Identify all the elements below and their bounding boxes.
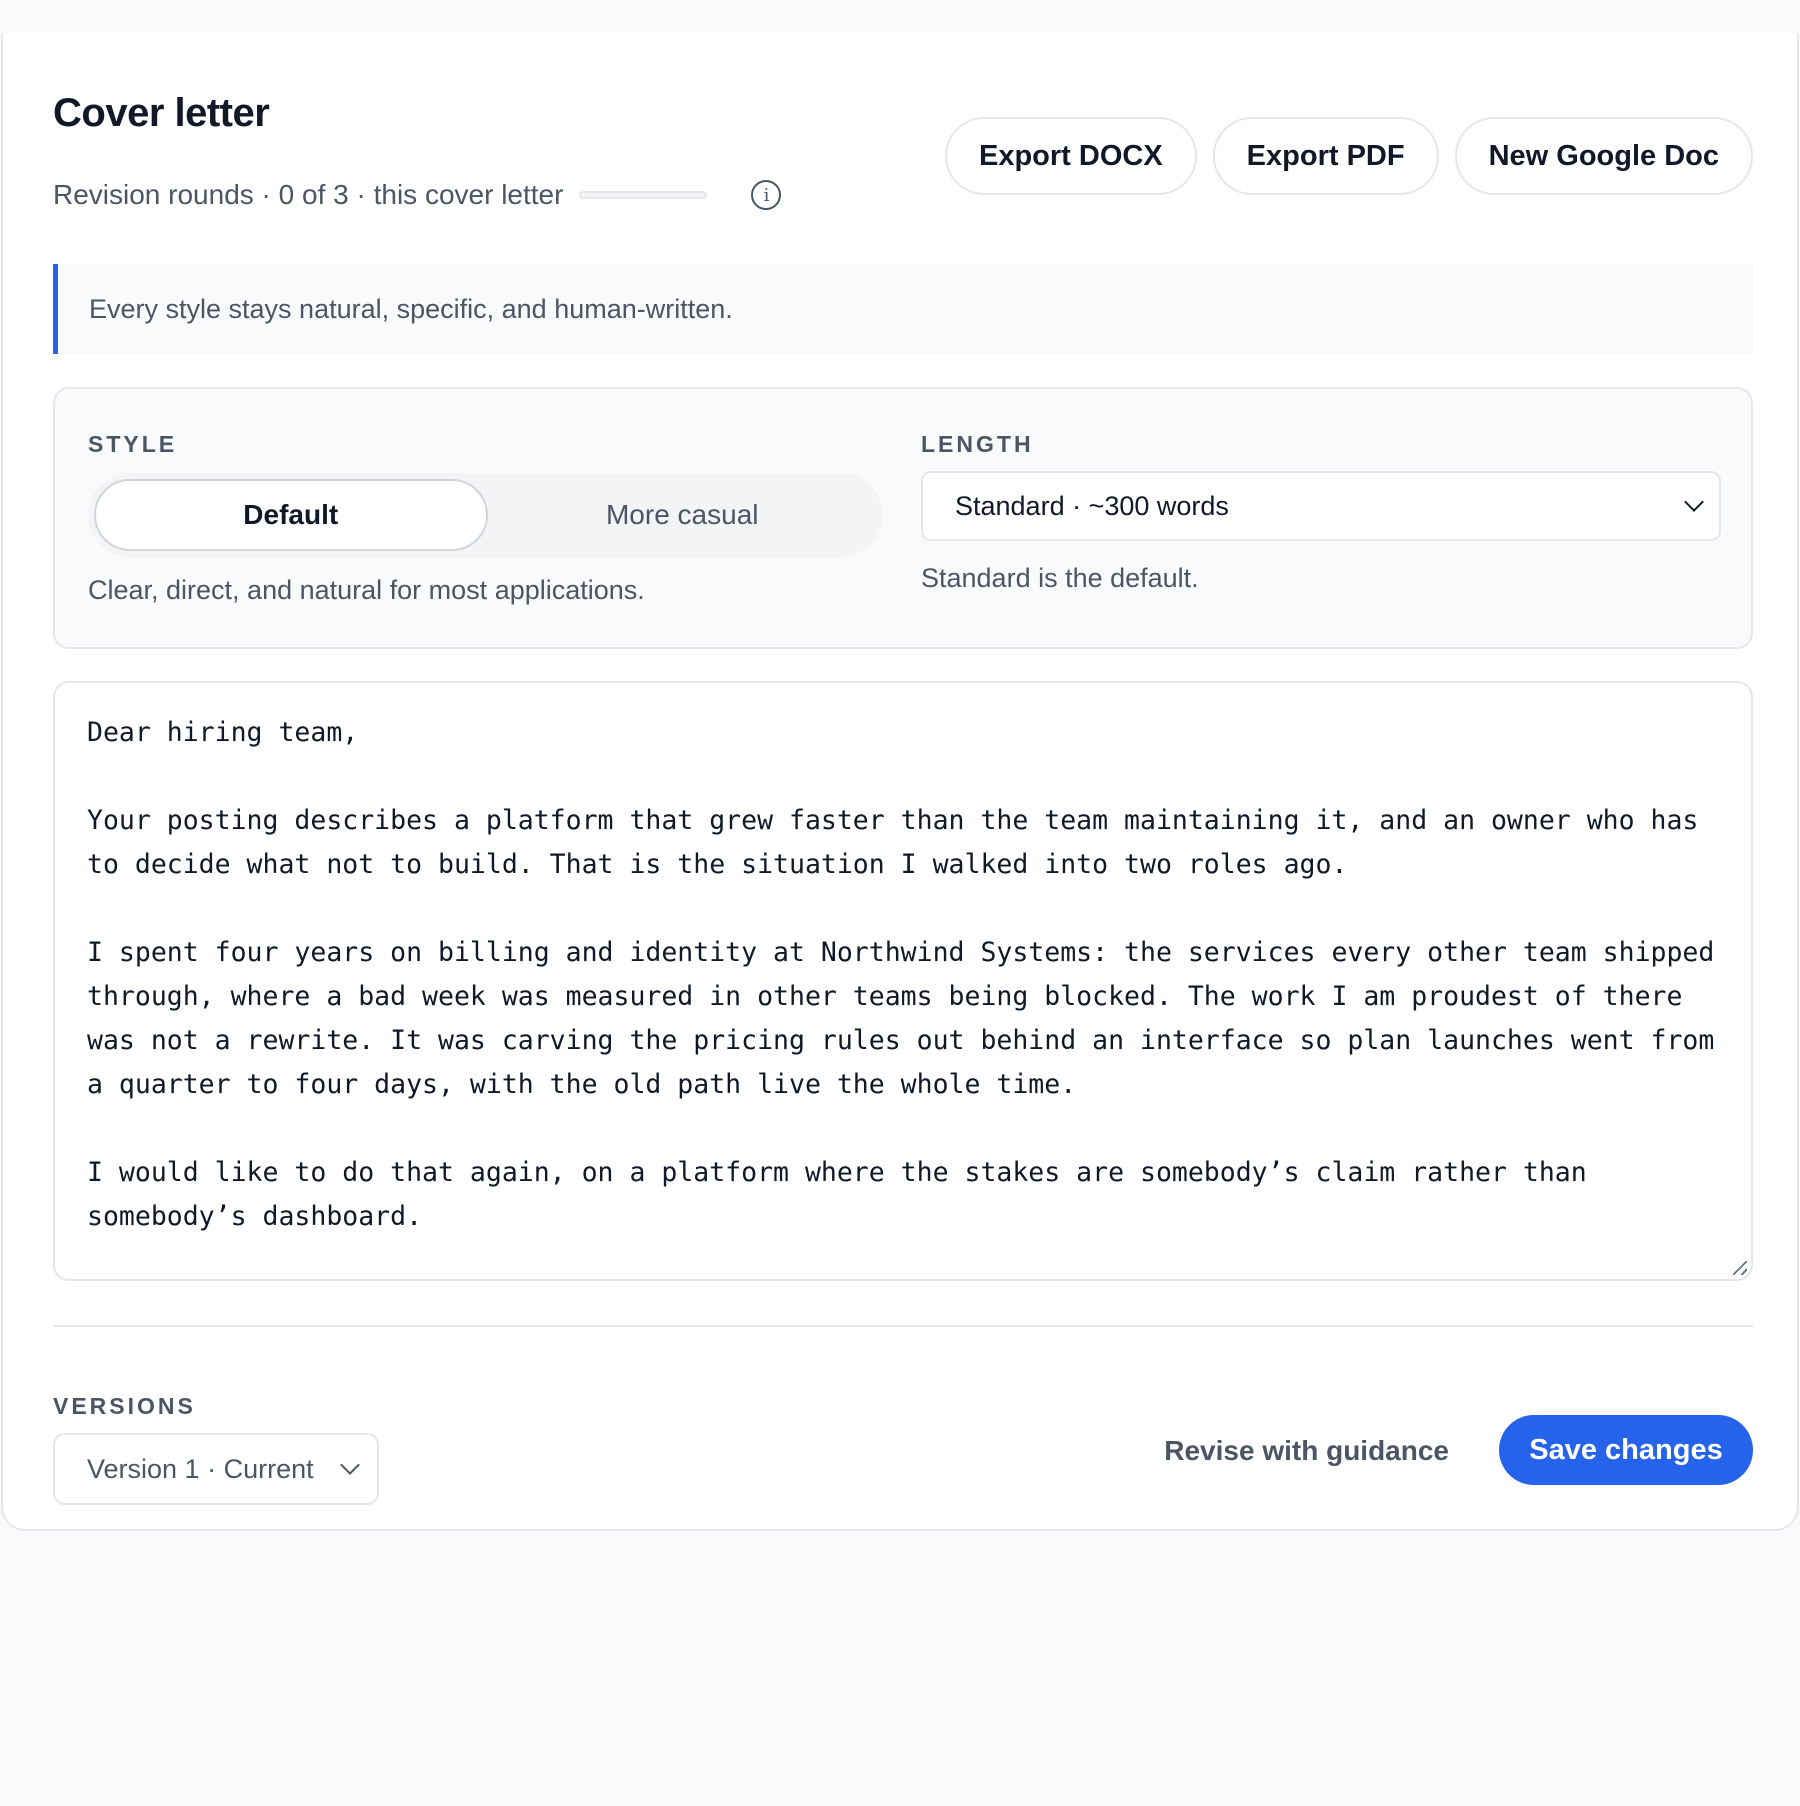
style-label: STYLE (88, 431, 178, 457)
cover-letter-card (1, 33, 1799, 1531)
revision-progress-bar (579, 191, 707, 199)
style-option-more-casual[interactable]: More casual (605, 499, 759, 530)
style-help-text: Clear, direct, and natural for most applications. (88, 575, 645, 605)
top-strip (0, 0, 1800, 36)
chevron-down-icon (340, 1455, 360, 1475)
export-docx-button[interactable]: Export DOCX (945, 117, 1197, 195)
chevron-down-icon (1684, 492, 1704, 512)
cover-letter-textarea[interactable]: Dear hiring team, Your posting describes a platform that grew faster than the team maintaining it, and an owner who has to decide what not to build. That is the situation I walked into two roles ago. I spent four years on billing and identity at Northwind Systems: the services every other team shipped through, where a bad week was measured in other teams being blocked. The work I am proudest of there was not a rewrite. It was carving the pricing rules out behind an interface so plan launches went from a quarter to four days, with the old path live the whole time. I would like to do that again, on a platform where the stakes are somebody’s claim rather than somebody’s dashboard. (53, 681, 1753, 1281)
style-segmented-control (88, 473, 883, 557)
revise-with-guidance-button[interactable]: Revise with guidance (1164, 1415, 1449, 1487)
export-actions (945, 117, 1753, 195)
card-content (53, 33, 1753, 1529)
length-select-value: Standard · ~300 words (955, 490, 1229, 521)
version-select[interactable] (53, 1433, 379, 1505)
style-note-text: Every style stays natural, specific, and human-written. (89, 293, 733, 324)
revision-rounds-text: Revision rounds · 0 of 3 · this cover letter (53, 179, 564, 210)
versions-label: VERSIONS (53, 1393, 196, 1419)
export-pdf-button[interactable]: Export PDF (1213, 117, 1439, 195)
length-help-text: Standard is the default. (921, 563, 1199, 593)
settings-panel (53, 387, 1753, 649)
save-changes-button[interactable]: Save changes (1499, 1415, 1753, 1485)
revision-rounds (53, 171, 781, 219)
style-option-default[interactable]: Default (94, 479, 488, 551)
page-title: Cover letter (53, 91, 270, 135)
length-select[interactable] (921, 471, 1721, 541)
new-google-doc-button[interactable]: New Google Doc (1455, 117, 1753, 195)
length-label: LENGTH (921, 431, 1034, 457)
style-note (53, 264, 1753, 354)
info-icon[interactable]: i (751, 180, 781, 210)
version-select-value: Version 1 · Current (87, 1453, 314, 1484)
divider (53, 1325, 1753, 1327)
